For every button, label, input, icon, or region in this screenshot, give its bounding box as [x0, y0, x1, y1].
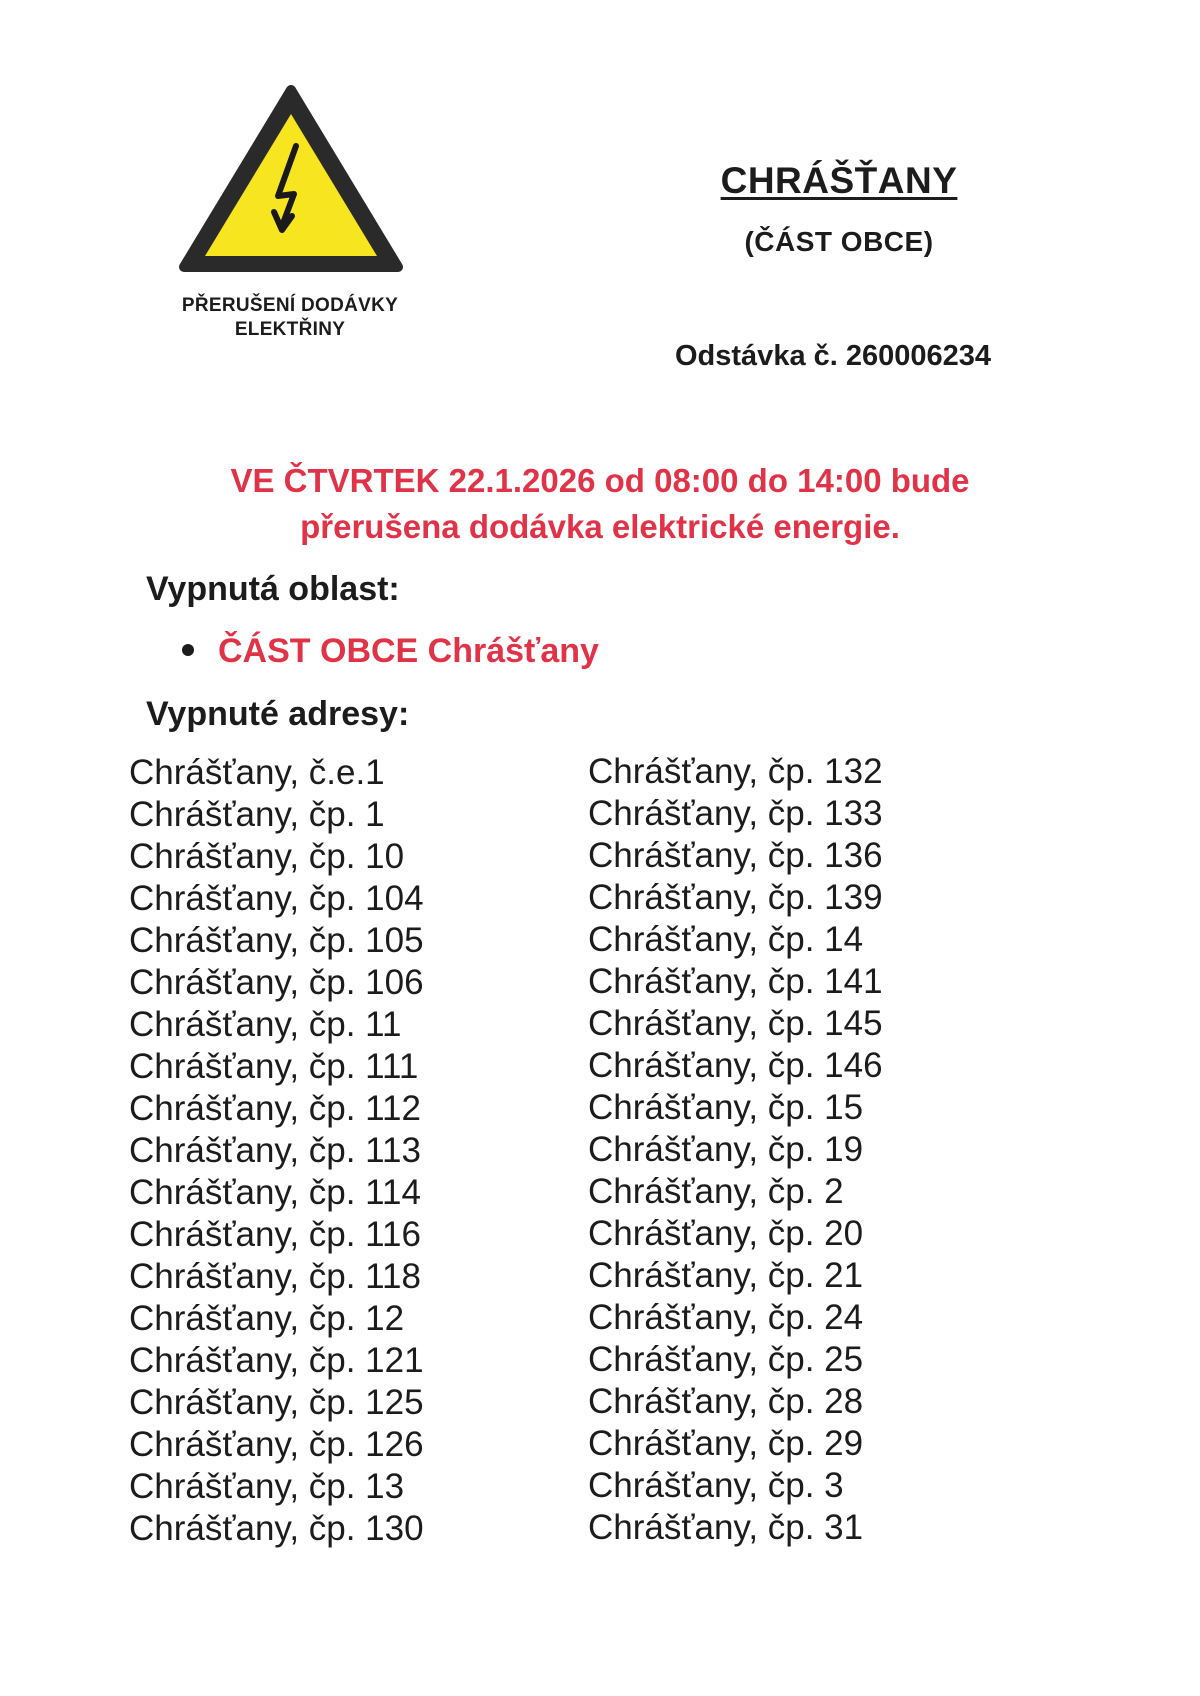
warning-caption-line2: ELEKTŘINY [234, 319, 346, 340]
address-item: Chrášťany, čp. 12 [129, 1299, 405, 1338]
address-item: Chrášťany, čp. 136 [588, 836, 883, 875]
address-item: Chrášťany, čp. 13 [129, 1467, 405, 1506]
address-item: Chrášťany, čp. 112 [129, 1089, 421, 1128]
address-item: Chrášťany, čp. 126 [129, 1425, 424, 1464]
address-item: Chrášťany, čp. 2 [588, 1172, 844, 1211]
address-item: Chrášťany, čp. 31 [588, 1508, 864, 1547]
address-item: Chrášťany, čp. 24 [588, 1298, 864, 1337]
high-voltage-warning-icon [178, 84, 404, 274]
address-item: Chrášťany, čp. 104 [129, 879, 424, 918]
address-item: Chrášťany, čp. 111 [129, 1047, 419, 1086]
address-item: Chrášťany, čp. 106 [129, 963, 424, 1002]
address-item: Chrášťany, čp. 141 [588, 962, 883, 1001]
addresses-label: Vypnuté adresy: [146, 695, 410, 733]
address-item: Chrášťany, č.e.1 [129, 753, 385, 792]
address-item: Chrášťany, čp. 132 [588, 752, 883, 791]
address-item: Chrášťany, čp. 139 [588, 878, 883, 917]
address-item: Chrášťany, čp. 29 [588, 1424, 864, 1463]
address-item: Chrášťany, čp. 19 [588, 1130, 864, 1169]
address-item: Chrášťany, čp. 146 [588, 1046, 883, 1085]
address-item: Chrášťany, čp. 1 [129, 795, 385, 834]
address-item: Chrášťany, čp. 14 [588, 920, 864, 959]
address-item: Chrášťany, čp. 133 [588, 794, 883, 833]
address-item: Chrášťany, čp. 116 [129, 1215, 421, 1254]
place-title: CHRÁŠŤANY [720, 160, 958, 201]
bullet-icon [182, 644, 194, 656]
area-item-text: ČÁST OBCE Chrášťany [218, 632, 599, 670]
address-item: Chrášťany, čp. 25 [588, 1340, 864, 1379]
address-list-right [588, 751, 883, 1549]
address-item: Chrášťany, čp. 10 [129, 837, 405, 876]
announcement-line1: VE ČTVRTEK 22.1.2026 od 08:00 do 14:00 bude [230, 462, 970, 499]
outage-announcement [100, 458, 1100, 550]
address-list-left [129, 752, 424, 1550]
address-item: Chrášťany, čp. 3 [588, 1466, 844, 1505]
address-item: Chrášťany, čp. 130 [129, 1509, 424, 1548]
address-item: Chrášťany, čp. 21 [588, 1256, 864, 1295]
address-item: Chrášťany, čp. 105 [129, 921, 424, 960]
area-list-item [182, 632, 599, 671]
announcement-line2: přerušena dodávka elektrické energie. [300, 508, 900, 545]
address-item: Chrášťany, čp. 125 [129, 1383, 424, 1422]
address-item: Chrášťany, čp. 15 [588, 1088, 864, 1127]
warning-caption [150, 294, 430, 342]
area-label: Vypnutá oblast: [146, 570, 400, 608]
address-item: Chrášťany, čp. 118 [129, 1257, 421, 1296]
address-item: Chrášťany, čp. 114 [129, 1173, 421, 1212]
address-item: Chrášťany, čp. 11 [129, 1005, 402, 1044]
warning-caption-line1: PŘERUŠENÍ DODÁVKY [181, 295, 399, 316]
address-item: Chrášťany, čp. 145 [588, 1004, 883, 1043]
address-item: Chrášťany, čp. 113 [129, 1131, 421, 1170]
outage-number: Odstávka č. 260006234 [675, 340, 992, 372]
address-item: Chrášťany, čp. 121 [129, 1341, 424, 1380]
address-item: Chrášťany, čp. 28 [588, 1382, 864, 1421]
place-subtitle: (ČÁST OBCE) [744, 226, 934, 257]
address-item: Chrášťany, čp. 20 [588, 1214, 864, 1253]
